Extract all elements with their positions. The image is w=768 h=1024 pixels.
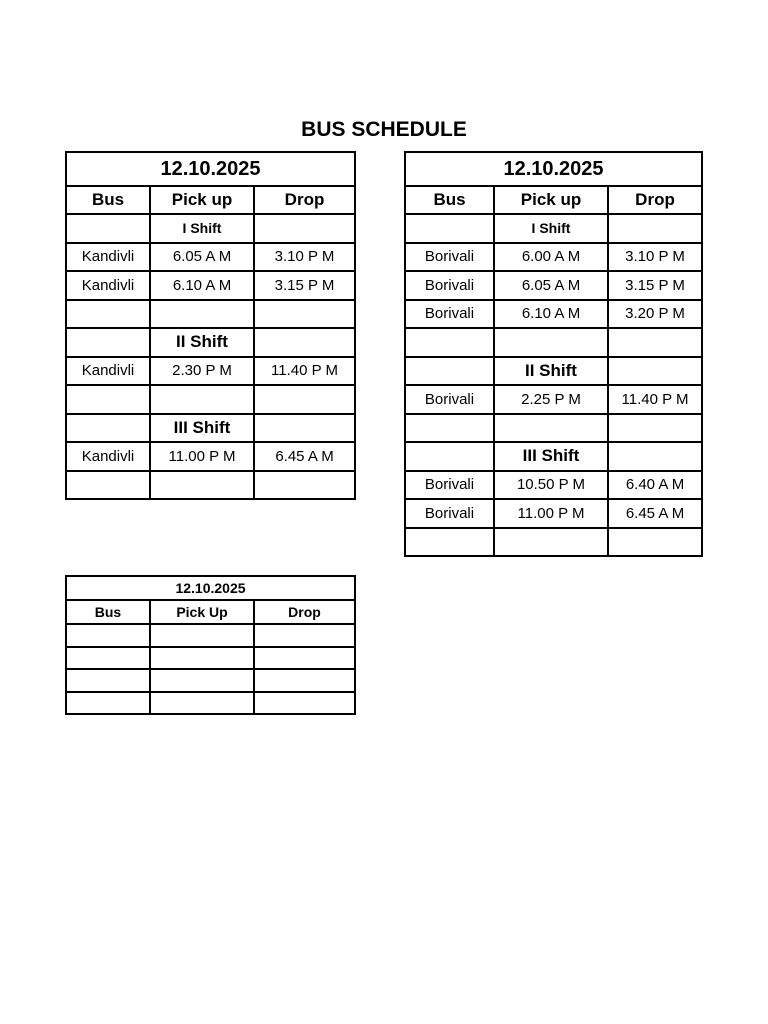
shift-label: III Shift (494, 442, 608, 471)
drop-cell: 6.40 A M (608, 471, 702, 500)
shift-row (405, 214, 702, 243)
empty-cell (254, 385, 355, 414)
empty-cell (254, 328, 355, 357)
empty-row (66, 300, 355, 329)
shift-row (405, 442, 702, 471)
bus-cell: Borivali (405, 471, 494, 500)
shift-row (66, 328, 355, 357)
empty-cell (66, 328, 150, 357)
empty-row (405, 414, 702, 443)
empty-row (405, 528, 702, 557)
shift-label: II Shift (494, 357, 608, 386)
schedule-date: 12.10.2025 (66, 152, 355, 186)
right-schedule-table (404, 151, 703, 557)
drop-header: Drop (254, 600, 355, 624)
pickup-cell: 6.10 A M (494, 300, 608, 329)
pickup-cell: 11.00 P M (150, 442, 254, 471)
date-row (405, 152, 702, 186)
table-row (66, 271, 355, 300)
empty-cell (254, 214, 355, 243)
bus-cell: Borivali (405, 300, 494, 329)
table-row (66, 357, 355, 386)
header-row (405, 186, 702, 214)
empty-row (66, 624, 355, 647)
empty-cell (254, 300, 355, 329)
empty-cell (150, 624, 254, 647)
empty-cell (150, 692, 254, 715)
empty-cell (608, 214, 702, 243)
bus-header: Bus (66, 186, 150, 214)
pickup-cell: 2.30 P M (150, 357, 254, 386)
drop-header: Drop (608, 186, 702, 214)
empty-cell (254, 414, 355, 443)
empty-cell (608, 442, 702, 471)
schedule-date: 12.10.2025 (405, 152, 702, 186)
empty-row (66, 647, 355, 670)
empty-cell (254, 624, 355, 647)
empty-cell (66, 669, 150, 692)
empty-cell (254, 471, 355, 500)
table-row (405, 499, 702, 528)
empty-cell (608, 328, 702, 357)
bus-cell: Borivali (405, 271, 494, 300)
empty-cell (405, 214, 494, 243)
table-row (405, 471, 702, 500)
empty-row (66, 669, 355, 692)
drop-cell: 6.45 A M (608, 499, 702, 528)
pickup-header: Pick up (150, 186, 254, 214)
bus-cell: Kandivli (66, 357, 150, 386)
empty-cell (66, 300, 150, 329)
bus-cell: Kandivli (66, 271, 150, 300)
empty-cell (66, 624, 150, 647)
shift-row (405, 357, 702, 386)
empty-cell (150, 300, 254, 329)
pickup-cell: 2.25 P M (494, 385, 608, 414)
date-row (66, 576, 355, 600)
empty-cell (254, 692, 355, 715)
empty-cell (608, 414, 702, 443)
empty-cell (150, 647, 254, 670)
empty-row (66, 692, 355, 715)
empty-cell (608, 528, 702, 557)
shift-row (66, 214, 355, 243)
shift-label: II Shift (150, 328, 254, 357)
shift-row (66, 414, 355, 443)
shift-label: I Shift (150, 214, 254, 243)
empty-cell (66, 692, 150, 715)
bus-header: Bus (405, 186, 494, 214)
drop-cell: 11.40 P M (608, 385, 702, 414)
left-schedule-body (66, 152, 355, 499)
right-schedule-body (405, 152, 702, 556)
pickup-header: Pick Up (150, 600, 254, 624)
pickup-cell: 11.00 P M (494, 499, 608, 528)
empty-cell (66, 647, 150, 670)
empty-cell (494, 328, 608, 357)
shift-label: III Shift (150, 414, 254, 443)
drop-cell: 3.15 P M (608, 271, 702, 300)
empty-cell (405, 328, 494, 357)
pickup-cell: 6.05 A M (494, 271, 608, 300)
table-row (405, 271, 702, 300)
drop-header: Drop (254, 186, 355, 214)
empty-cell (66, 414, 150, 443)
bus-cell: Kandivli (66, 243, 150, 272)
pickup-cell: 6.10 A M (150, 271, 254, 300)
empty-cell (608, 357, 702, 386)
shift-label: I Shift (494, 214, 608, 243)
empty-cell (405, 528, 494, 557)
bus-cell: Kandivli (66, 442, 150, 471)
empty-cell (494, 414, 608, 443)
page-title: BUS SCHEDULE (301, 118, 467, 141)
empty-row (66, 471, 355, 500)
table-row (405, 300, 702, 329)
empty-cell (66, 214, 150, 243)
bottom-schedule-table (65, 575, 356, 715)
table-row (66, 243, 355, 272)
bus-cell: Borivali (405, 499, 494, 528)
drop-cell: 3.10 P M (254, 243, 355, 272)
bus-header: Bus (66, 600, 150, 624)
empty-cell (254, 647, 355, 670)
drop-cell: 3.20 P M (608, 300, 702, 329)
table-row (66, 442, 355, 471)
empty-cell (405, 442, 494, 471)
empty-cell (66, 385, 150, 414)
empty-cell (150, 471, 254, 500)
bus-cell: Borivali (405, 385, 494, 414)
date-row (66, 152, 355, 186)
drop-cell: 11.40 P M (254, 357, 355, 386)
empty-cell (254, 669, 355, 692)
empty-row (405, 328, 702, 357)
pickup-header: Pick up (494, 186, 608, 214)
header-row (66, 186, 355, 214)
empty-cell (494, 528, 608, 557)
empty-row (66, 385, 355, 414)
table-row (405, 243, 702, 272)
schedule-date: 12.10.2025 (66, 576, 355, 600)
empty-cell (405, 357, 494, 386)
empty-cell (405, 414, 494, 443)
bottom-schedule-body (66, 576, 355, 714)
empty-cell (150, 669, 254, 692)
empty-cell (150, 385, 254, 414)
pickup-cell: 10.50 P M (494, 471, 608, 500)
left-schedule-table (65, 151, 356, 500)
table-row (405, 385, 702, 414)
bus-cell: Borivali (405, 243, 494, 272)
drop-cell: 3.15 P M (254, 271, 355, 300)
pickup-cell: 6.05 A M (150, 243, 254, 272)
pickup-cell: 6.00 A M (494, 243, 608, 272)
header-row (66, 600, 355, 624)
drop-cell: 3.10 P M (608, 243, 702, 272)
empty-cell (66, 471, 150, 500)
drop-cell: 6.45 A M (254, 442, 355, 471)
